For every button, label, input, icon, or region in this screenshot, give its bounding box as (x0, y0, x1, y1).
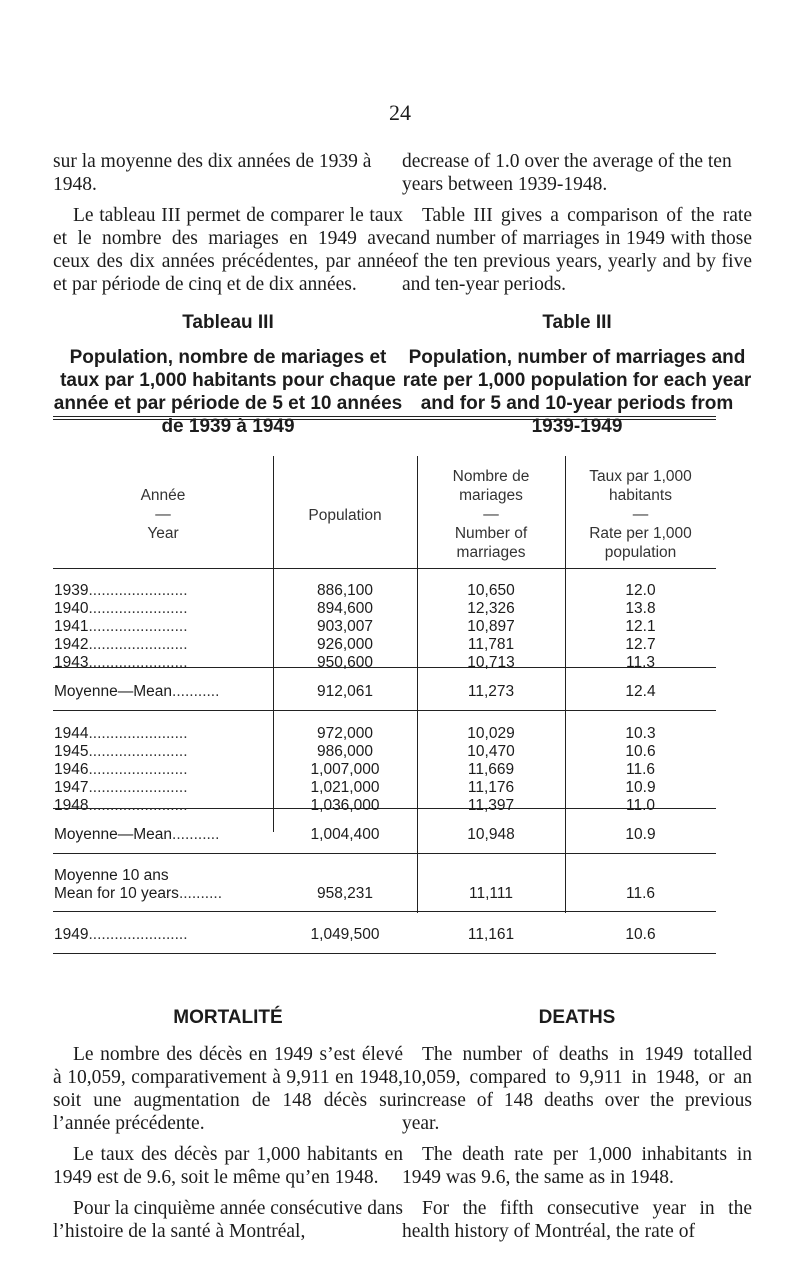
marriages-cell: 10,470 (467, 743, 515, 760)
mean1-separator (53, 710, 716, 711)
en-deaths-paragraph-3: For the fifth consecutive year in the health history of Montréal, the rate of (402, 1198, 752, 1242)
table-row-label: 1939....................... (54, 582, 188, 599)
marriages-cell: 12,326 (467, 600, 515, 617)
marriages-cell: 11,397 (467, 797, 515, 814)
rate-cell: 10.3 (625, 725, 656, 742)
rate-cell: 11.0 (625, 797, 656, 814)
population-cell: 986,000 (316, 743, 374, 760)
table-row-label: 1948....................... (54, 797, 188, 814)
rate-cell: 12.7 (625, 636, 656, 653)
table-row-label: 1945....................... (54, 743, 188, 760)
table-row-label: Moyenne 10 ans (54, 867, 169, 884)
en-deaths-paragraph-2: The death rate per 1,000 inhabitants in 1949 was 9.6, the same as in 1948. (402, 1144, 752, 1188)
population-cell: 926,000 (316, 636, 374, 653)
header-rate: Taux par 1,000 habitants — Rate per 1,000 population (589, 468, 692, 561)
page-number: 24 (389, 100, 411, 125)
french-column-top (53, 150, 403, 304)
en-deaths-section (402, 1007, 752, 1251)
population-cell: 1,007,000 (310, 761, 380, 778)
en-deaths-paragraph-1: The number of deaths in 1949 totalled 10,059, compared to 9,911 in 1948, or an increase of 148 deaths over the previous year. (402, 1044, 752, 1134)
mean2-separator (53, 853, 716, 854)
rate-cell: 11.6 (625, 885, 656, 902)
fr-intro-paragraph: sur la moyenne des dix années de 1939 à 1948. (53, 151, 372, 195)
population-cell: 903,007 (316, 618, 374, 635)
fr-table-title: Tableau III (182, 312, 274, 333)
marriages-cell: 10,713 (467, 654, 515, 671)
rate-cell: 10.6 (625, 926, 656, 943)
rate-cell: 11.6 (625, 761, 656, 778)
population-cell: 1,036,000 (310, 797, 380, 814)
en-section-title: DEATHS (538, 1007, 616, 1028)
en-table-subtitle: Population, number of marriages and rate per 1,000 population for each year and for 5 and 10-year periods from 1939-1949 (402, 347, 752, 437)
table-bottom-rule (53, 953, 716, 954)
rate-cell: 10.9 (625, 826, 656, 843)
table-row-label: Moyenne—Mean........... (54, 826, 220, 843)
header-marriages: Nombre de mariages — Number of marriages (452, 468, 530, 561)
table-row-label: 1949....................... (54, 926, 188, 943)
table-row-label: Mean for 10 years.......... (54, 885, 223, 902)
fr-deaths-paragraph-2: Le taux des décès par 1,000 habitants en 1949 est de 9.6, soit le même qu’en 1948. (53, 1144, 403, 1188)
population-cell: 1,021,000 (310, 779, 380, 796)
table-row-label: 1947....................... (54, 779, 188, 796)
header-population: Population (308, 507, 382, 524)
marriages-cell: 10,029 (467, 725, 515, 742)
marriages-cell: 11,111 (469, 885, 513, 902)
marriages-cell: 11,273 (467, 683, 515, 700)
en-intro-paragraph: decrease of 1.0 over the average of the ten years between 1939-1948. (402, 151, 732, 195)
fr-table-paragraph: Le tableau III permet de comparer le taux et le nombre des mariages en 1949 avec ceux des dix années précédentes, par année et par période de cinq et de dix années. (53, 205, 403, 295)
table-row-label: 1946....................... (54, 761, 188, 778)
rate-cell: 12.4 (625, 683, 656, 700)
rate-cell: 10.6 (625, 743, 656, 760)
marriages-cell: 11,161 (467, 926, 515, 943)
fr-section-title: MORTALITÉ (173, 1007, 283, 1028)
table-row-label: 1942....................... (54, 636, 188, 653)
marriages-cell: 11,781 (467, 636, 515, 653)
rate-cell: 13.8 (625, 600, 656, 617)
rate-cell: 12.0 (625, 582, 656, 599)
fr-deaths-paragraph-3: Pour la cinquième année consécutive dans l’histoire de la santé à Montréal, (53, 1198, 403, 1242)
population-cell: 958,231 (316, 885, 374, 902)
population-cell: 886,100 (316, 582, 374, 599)
table-row-label: 1944....................... (54, 725, 188, 742)
population-cell: 972,000 (316, 725, 374, 742)
table-row-label: 1943....................... (54, 654, 188, 671)
marriages-cell: 11,669 (467, 761, 515, 778)
marriages-cell: 11,176 (467, 779, 515, 796)
fr-deaths-paragraph-1: Le nombre des décès en 1949 s’est élevé à 10,059, comparativement à 9,911 en 1948, soit une augmentation de 148 décès sur l’année précédente. (53, 1044, 403, 1134)
en-table-paragraph: Table III gives a comparison of the rate and number of marriages in 1949 with those of the ten previous years, yearly and by five and ten-year periods. (402, 205, 752, 295)
header-separator (53, 568, 716, 569)
rate-cell: 12.1 (625, 618, 656, 635)
population-cell: 1,049,500 (310, 926, 380, 943)
marriages-cell: 10,897 (467, 618, 515, 635)
table-row-label: 1940....................... (54, 600, 188, 617)
english-column-top (402, 150, 752, 304)
en-table-title: Table III (542, 312, 612, 333)
table-top-rule-double (53, 419, 716, 420)
marriages-cell: 10,650 (467, 582, 515, 599)
fr-deaths-section (53, 1007, 403, 1251)
population-cell: 912,061 (316, 683, 374, 700)
rate-cell: 11.3 (625, 654, 656, 671)
header-year: Année — Year (140, 487, 186, 542)
population-cell: 894,600 (316, 600, 374, 617)
population-cell: 1,004,400 (310, 826, 380, 843)
table-top-rule (53, 416, 716, 417)
marriages-cell: 10,948 (467, 826, 515, 843)
population-cell: 950,600 (316, 654, 374, 671)
table-row-label: 1941....................... (54, 618, 188, 635)
table-row-label: Moyenne—Mean........... (54, 683, 220, 700)
rate-cell: 10.9 (625, 779, 656, 796)
mean10-separator (53, 911, 716, 912)
fr-table-subtitle: Population, nombre de mariages et taux par 1,000 habitants pour chaque année et par période de 5 et 10 années de 1939 à 1949 (53, 347, 403, 437)
